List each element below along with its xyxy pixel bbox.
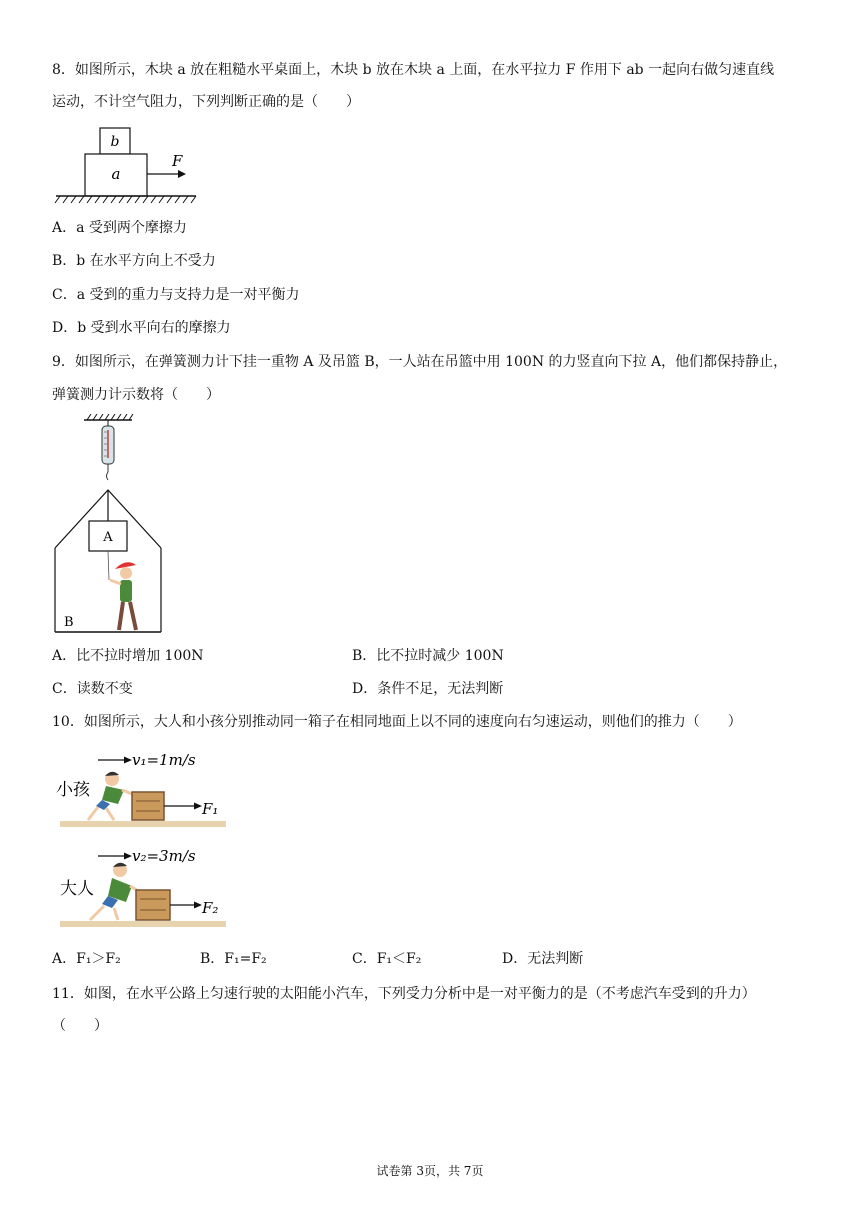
child-pushing-icon [88, 772, 132, 820]
q9-stem-line1: 9．如图所示，在弹簧测力计下挂一重物 A 及吊篮 B，一人站在吊篮中用 100N 的力竖直向下拉 A，他们都保持静止， [52, 354, 788, 370]
q10-option-b: B．F₁=F₂ [200, 951, 267, 967]
q10-child-velocity: v₁=1m/s [132, 751, 196, 769]
q8-figure [52, 124, 202, 208]
q10-option-d: D．无法判断 [502, 951, 584, 967]
q9-label-A: A [103, 530, 113, 545]
q10-option-c: C．F₁＜F₂ [352, 951, 422, 967]
q8-label-a: a [111, 165, 121, 183]
q9-option-b: B．比不拉时减少 100N [352, 648, 504, 664]
box-icon [132, 792, 164, 820]
q10-adult-velocity: v₂=3m/s [132, 847, 196, 865]
q10-child-label: 小孩 [56, 780, 90, 800]
q9-option-c: C．读数不变 [52, 681, 133, 697]
q10-figure-child [52, 744, 232, 834]
q10-stem-line1: 10．如图所示，大人和小孩分别推动同一箱子在相同地面上以不同的速度向右匀速运动，则他们的推力（ ） [52, 714, 742, 730]
q9-stem-line2: 弹簧测力计示数将（ ） [52, 387, 220, 403]
q8-stem-line2: 运动，不计空气阻力，下列判断正确的是（ ） [52, 94, 360, 110]
q10-adult-force: F₂ [202, 899, 219, 917]
q9-figure [52, 414, 166, 636]
q8-stem-line1: 8．如图所示，木块 a 放在粗糙水平桌面上，木块 b 放在木块 a 上面，在水平拉力 F 作用下 ab 一起向右做匀速直线 [52, 62, 775, 78]
q8-option-d: D．b 受到水平向右的摩擦力 [52, 320, 231, 336]
q9-option-d: D．条件不足，无法判断 [352, 681, 504, 697]
q9-label-B: B [64, 615, 74, 630]
q10-option-a: A．F₁＞F₂ [52, 951, 121, 967]
q8-label-F: F [172, 152, 183, 170]
q11-stem-line1: 11．如图，在水平公路上匀速行驶的太阳能小汽车，下列受力分析中是一对平衡力的是（不考虑汽车受到的升力） [52, 986, 756, 1002]
q10-figure-adult [52, 838, 232, 934]
q8-option-a: A．a 受到两个摩擦力 [52, 220, 187, 236]
q8-option-b: B．b 在水平方向上不受力 [52, 253, 216, 269]
box-icon [136, 890, 170, 920]
adult-pushing-icon [90, 863, 140, 920]
q8-option-c: C．a 受到的重力与支持力是一对平衡力 [52, 287, 300, 303]
q9-option-a: A．比不拉时增加 100N [52, 648, 204, 664]
q10-child-force: F₁ [202, 800, 219, 818]
q11-stem-line2: （ ） [52, 1018, 108, 1034]
q8-label-b: b [110, 134, 120, 150]
page-footer: 试卷第 3页，共 7页 [376, 1164, 484, 1178]
q10-adult-label: 大人 [60, 879, 94, 899]
person-icon [110, 562, 136, 630]
